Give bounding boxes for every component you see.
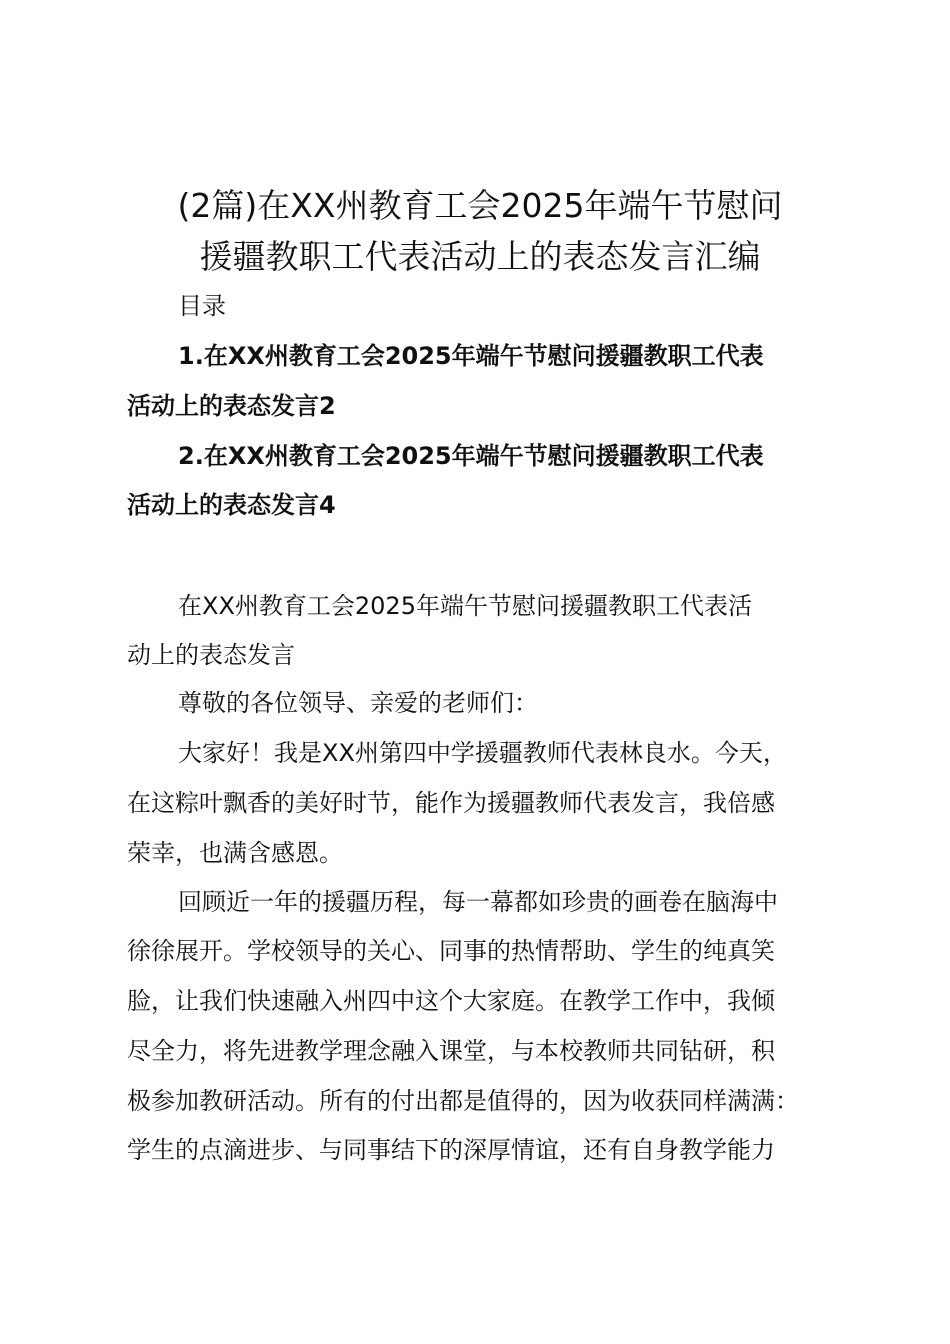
body-line: 脸，让我们快速融入州四中这个大家庭。在教学工作中，我倾 (127, 987, 775, 1015)
salutation: 尊敬的各位领导、亲爱的老师们： (178, 689, 538, 717)
body-line: 学生的点滴进步、与同事结下的深厚情谊，还有自身教学能力 (127, 1136, 775, 1164)
document-title-line-1: (2篇)在XX州教育工会2025年端午节慰问 (177, 186, 783, 225)
toc-entry-1-line-2[interactable]: 活动上的表态发言2 (127, 392, 336, 420)
toc-entry-1-line-1[interactable]: 1.在XX州教育工会2025年端午节慰问援疆教职工代表 (178, 342, 764, 370)
toc-heading: 目录 (178, 292, 226, 320)
toc-entry-2-line-1[interactable]: 2.在XX州教育工会2025年端午节慰问援疆教职工代表 (178, 442, 764, 470)
toc-entry-2-line-2[interactable]: 活动上的表态发言4 (127, 491, 336, 519)
body-line: 在这粽叶飘香的美好时节，能作为援疆教师代表发言，我倍感 (127, 789, 775, 817)
body-line: 大家好！我是XX州第四中学援疆教师代表林良水。今天， (178, 739, 787, 767)
body-line: 极参加教研活动。所有的付出都是值得的，因为收获同样满满： (127, 1087, 799, 1115)
section-title-line-1: 在XX州教育工会2025年端午节慰问援疆教职工代表活 (178, 592, 752, 620)
section-title-line-2: 动上的表态发言 (127, 641, 295, 669)
body-line: 徐徐展开。学校领导的关心、同事的热情帮助、学生的纯真笑 (127, 937, 775, 965)
document-title-line-2: 援疆教职工代表活动上的表态发言汇编 (199, 237, 761, 276)
body-line: 回顾近一年的援疆历程，每一幕都如珍贵的画卷在脑海中 (178, 888, 778, 916)
body-line: 荣幸，也满含感恩。 (127, 839, 343, 867)
body-line: 尽全力，将先进教学理念融入课堂，与本校教师共同钻研，积 (127, 1037, 775, 1065)
